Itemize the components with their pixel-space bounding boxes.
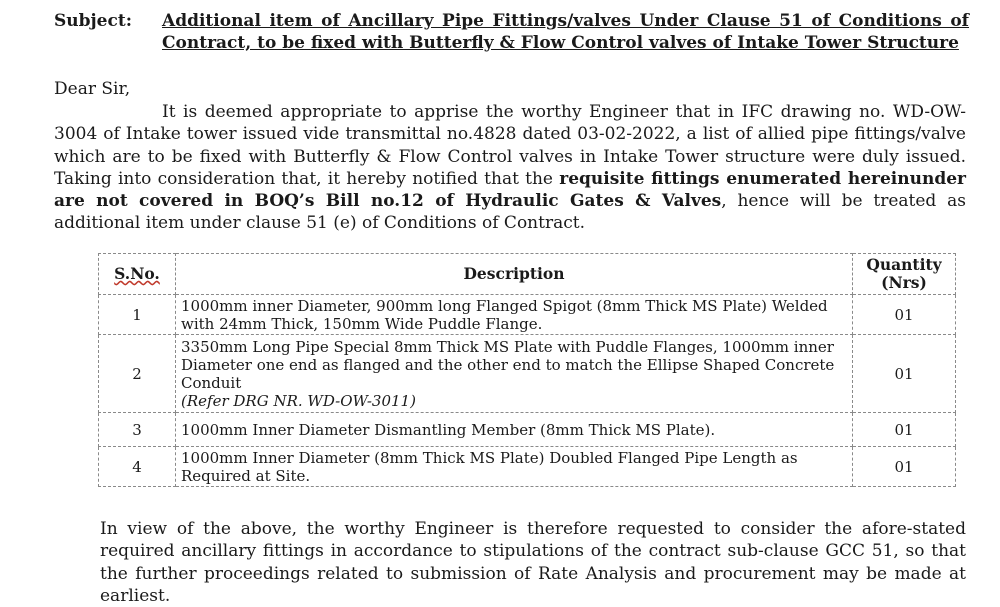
header-quantity [853, 254, 956, 295]
row-quantity: 01 [853, 447, 956, 487]
row-sno: 2 [99, 335, 176, 413]
row-sno: 4 [99, 447, 176, 487]
fittings-table [98, 253, 956, 487]
row-quantity: 01 [853, 295, 956, 335]
row-quantity: 01 [853, 413, 956, 447]
paragraph-1-text-end: , hence will be treated as additional item under clause 51 (e) of Conditions of Contract. [54, 191, 966, 234]
row-quantity: 01 [853, 335, 956, 413]
body-paragraph-2: In view of the above, the worthy Engineer is therefore requested to consider the afore-stated required ancillary fittings in accordance to stipulations of the contract sub-clause GCC 51, so that the further proceedings related to submission of Rate Analysis and procurement may be made at earliest. [100, 519, 966, 606]
header-quantity-label: Quantity [866, 255, 942, 274]
row-drawing-reference: (Refer DRG NR. WD-OW-3011) [181, 391, 416, 410]
subject-text: Additional item of Ancillary Pipe Fittings/valves Under Clause 51 of Conditions of Contract, to be fixed with Butterfly & Flow Control valves of Intake Tower Structure [162, 11, 969, 53]
fittings-table-wrap [98, 253, 956, 487]
table-row [99, 447, 956, 487]
row-description [176, 335, 853, 413]
row-description: 1000mm inner Diameter, 900mm long Flanged Spigot (8mm Thick MS Plate) Welded with 24mm Thick, 150mm Wide Puddle Flange. [176, 295, 853, 335]
header-quantity-unit: (Nrs) [881, 273, 927, 292]
row-description-text: 3350mm Long Pipe Special 8mm Thick MS Plate with Puddle Flanges, 1000mm inner Diameter one end as flanged and the other end to match the Ellipse Shaped Concrete Conduit [181, 337, 835, 392]
body-paragraph-1 [54, 101, 966, 235]
row-description: 1000mm Inner Diameter (8mm Thick MS Plate) Doubled Flanged Pipe Length as Required at Site. [176, 447, 853, 487]
row-sno: 1 [99, 295, 176, 335]
table-row [99, 335, 956, 413]
subject-row [54, 10, 969, 54]
paragraph-1-text: It is deemed appropriate to apprise the worthy Engineer that in IFC drawing no. WD-OW-3004 of Intake tower issued vide transmittal no.4828 dated 03-02-2022, a list of allied pipe fittings/valve which are to be fixed with Butterfly & Flow Control valves in Intake Tower structure were duly issued. Taking into consideration that, it hereby notified that the [54, 102, 966, 189]
header-sno [99, 254, 176, 295]
header-sno-label: S.No. [114, 264, 160, 283]
subject-label: Subject: [54, 11, 132, 31]
paragraph-1-emphasis: requisite fittings enumerated hereinunder are not covered in BOQ’s Bill no.12 of Hydraulic Gates & Valves [54, 168, 967, 212]
table-row [99, 295, 956, 335]
header-description: Description [176, 254, 853, 295]
salutation: Dear Sir, [54, 79, 131, 99]
table-header-row [99, 254, 956, 295]
row-sno: 3 [99, 413, 176, 447]
table-row [99, 413, 956, 447]
row-description: 1000mm Inner Diameter Dismantling Member (8mm Thick MS Plate). [176, 413, 853, 447]
